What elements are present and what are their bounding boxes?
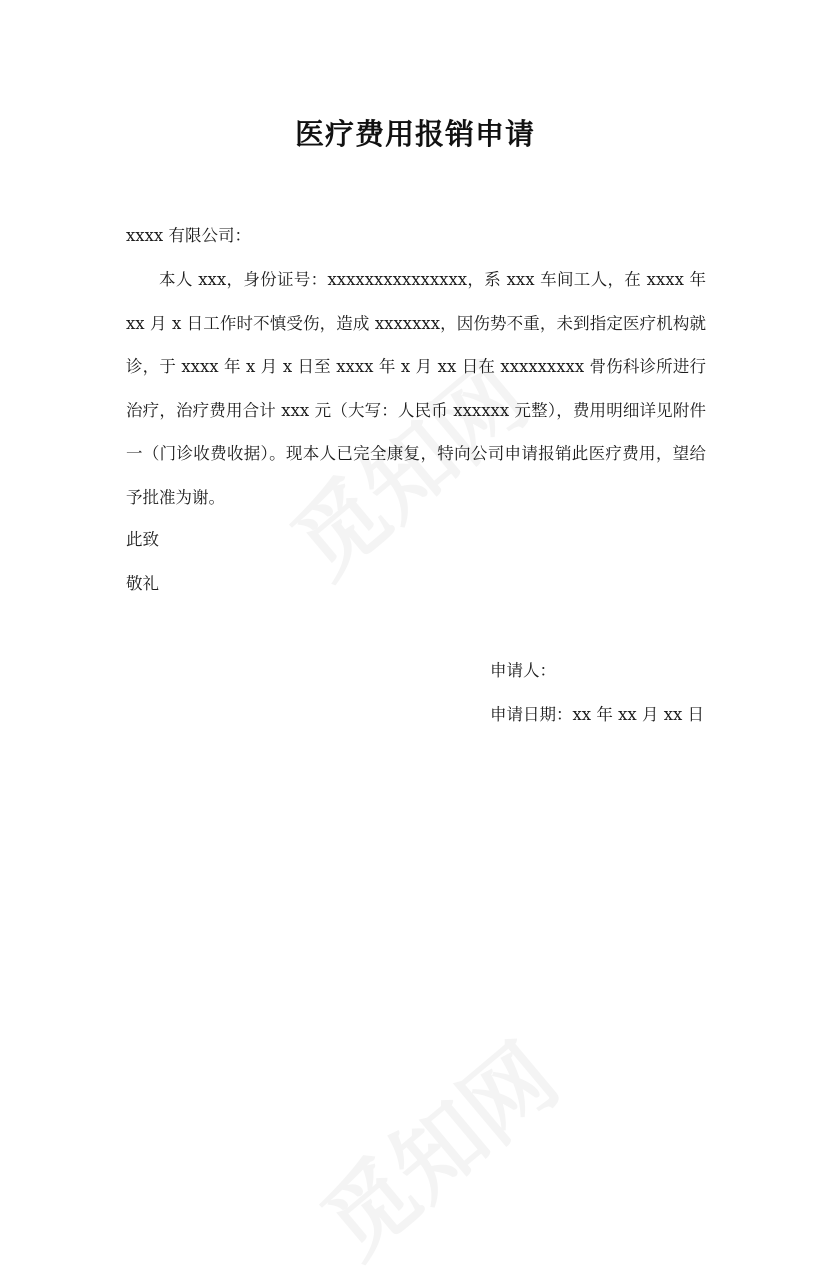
- watermark: [290, 1008, 580, 1281]
- applicant-label: 申请人：: [490, 661, 556, 680]
- body-paragraph: 本人 xxx，身份证号：xxxxxxxxxxxxxxx，系 xxx 车间工人，在 xxxx 年 xx 月 x 日工作时不慎受伤，造成 xxxxxxx，因伤势不重，未到指定医疗机构就诊，于 xxxx 年 x 月 x 日至 xxxx 年 x 月 xx 日在 xxxxxxxxx 骨伤科诊所进行治疗，治疗费用合计 xxx 元（大写：人民币 xxxxxx 元整），费用明细详见附件一（门诊收费收据）。现本人已完全康复，特向公司申请报销此医疗费用，望给予批准为谢。: [126, 270, 706, 507]
- application-date: 申请日期：xx 年 xx 月 xx 日: [490, 705, 705, 724]
- closing-line-2: 敬礼: [126, 574, 159, 593]
- document-title: 医疗费用报销申请: [294, 117, 535, 151]
- salutation: xxxx 有限公司：: [126, 226, 251, 245]
- closing-line-1: 此致: [126, 530, 159, 549]
